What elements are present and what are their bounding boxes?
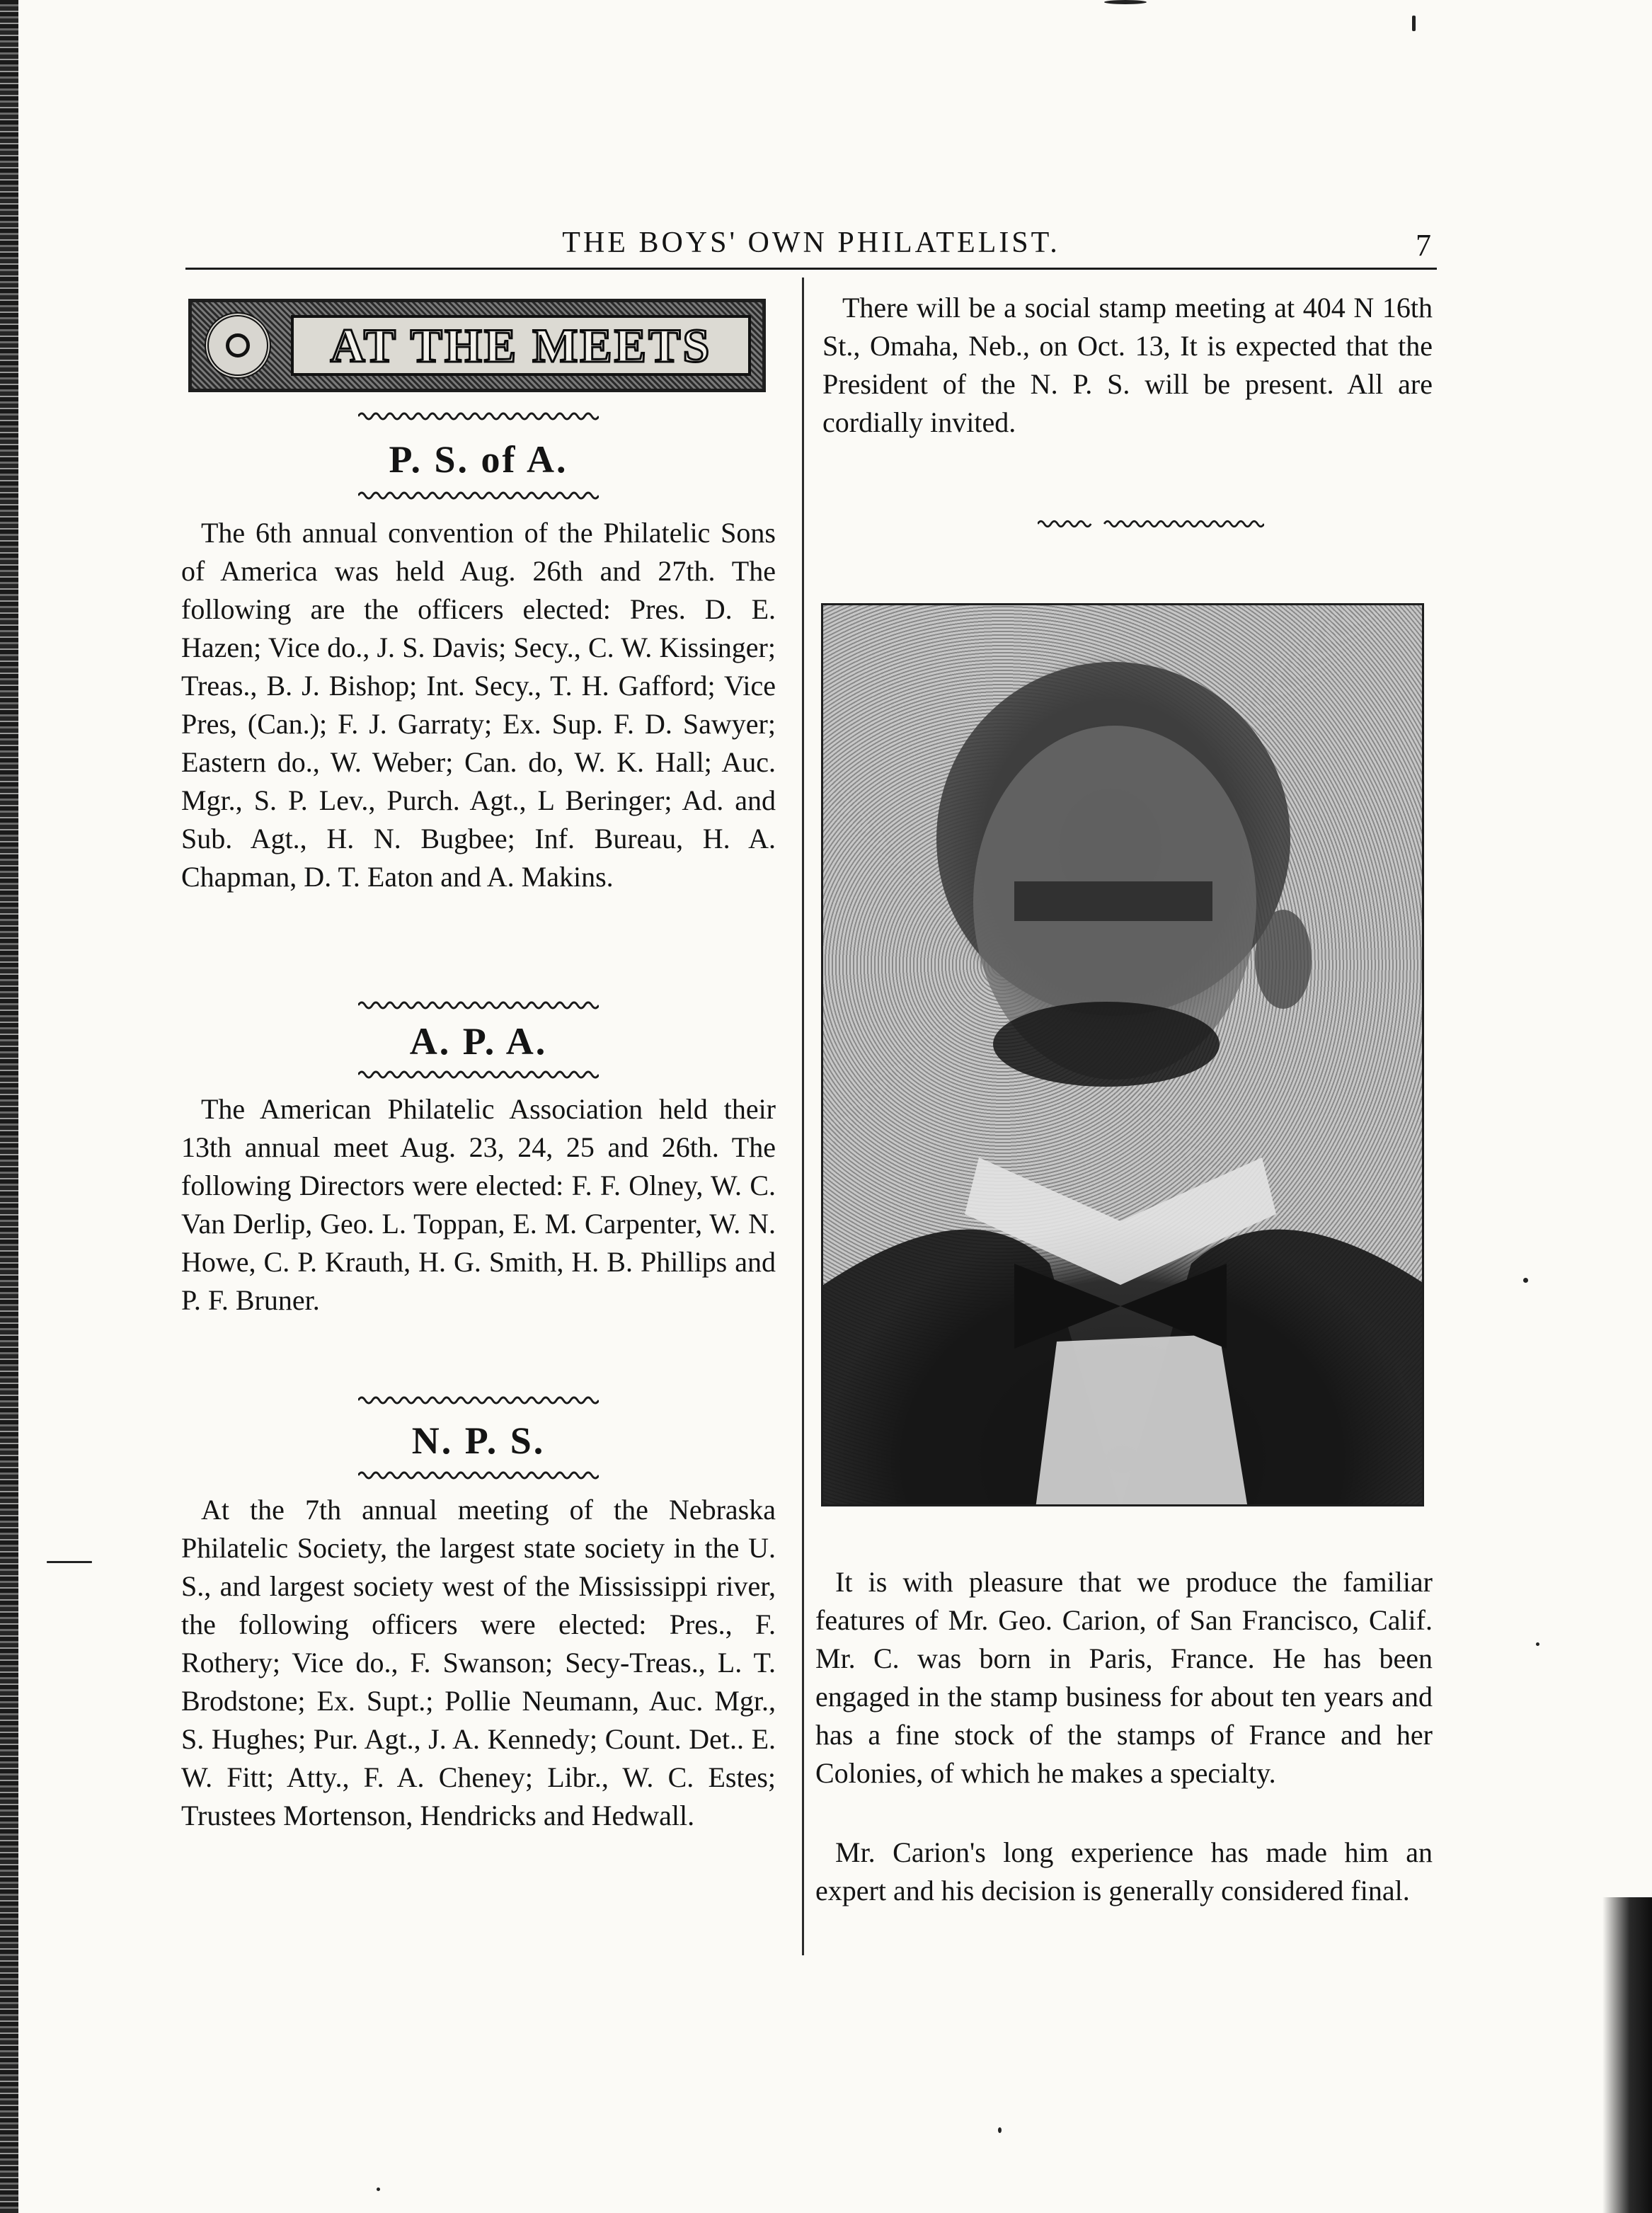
portrait-caption: It is with pleasure that we produce the familiar features of Mr. Geo. Carion, of San Francisco, Calif. Mr. C. was born in Paris, France. He has been engaged in the stamp business for about ten years and has a fine stock of the stamps of France and her Colonies, of which he makes a specialty. bbox=[815, 1566, 1433, 1789]
section-banner bbox=[188, 299, 766, 392]
scan-edge-right bbox=[1602, 1897, 1652, 2213]
scan-speck bbox=[1523, 1278, 1528, 1283]
scan-speck bbox=[1412, 16, 1416, 31]
portrait-photo bbox=[821, 603, 1424, 1506]
portrait-caption-continued: Mr. Carion's long experience has made him an expert and his decision is generally considered final. bbox=[815, 1836, 1433, 1906]
wavy-rule-icon bbox=[358, 490, 599, 501]
scan-speck bbox=[1536, 1642, 1539, 1646]
section-heading: P. S. of A. bbox=[389, 438, 568, 481]
wavy-rule-icon bbox=[1038, 518, 1264, 530]
section-nps bbox=[181, 1395, 776, 1835]
section-body: The American Philatelic Association held their 13th annual meet Aug. 23, 24, 25 and 26th. The following Directors were elected: F. F. Olney, W. C. Van Derlip, Geo. L. Toppan, E. M. Carpenter, W. N. Howe, C. P. Krauth, H. G. Smith, H. B. Phillips and P. F. Bruner. bbox=[181, 1093, 776, 1316]
section-apa bbox=[181, 1000, 776, 1320]
section-body: The 6th annual convention of the Philatelic Sons of America was held Aug. 26th and 27th. The following are the officers elected: Pres. D. E. Hazen; Vice do., J. S. Davis; Secy., C. W. Kissinger; Treas., B. J. Bishop; Int. Secy., T. H. Gafford; Vice Pres, (Can.); F. J. Garraty; Ex. Sup. F. D. Sawyer; Eastern do., W. Weber; Can. do, W. K. Hall; Auc. Mgr., S. P. Lev., Purch. Agt., L Beringer; Ad. and Sub. Agt., H. N. Bugbee; Inf. Bureau, H. A. Chapman, D. T. Eaton and A. Makins. bbox=[181, 517, 776, 893]
wavy-rule-icon bbox=[358, 1395, 599, 1406]
wavy-rule-icon bbox=[358, 1069, 599, 1080]
wavy-rule-icon bbox=[358, 1000, 599, 1011]
section-heading: A. P. A. bbox=[409, 1020, 548, 1063]
running-head bbox=[185, 225, 1437, 270]
scan-edge-left bbox=[0, 0, 18, 2213]
page-number: 7 bbox=[1416, 228, 1431, 263]
scan-speck bbox=[47, 1561, 92, 1563]
section-body: At the 7th annual meeting of the Nebraska Philatelic Society, the largest state society in the U. S., and largest society west of the Mississippi river, the following officers were elected: Pres., F. Rothery; Vice do., F. Swanson; Secy-Treas., L. T. Brodstone; Ex. Supt.; Pollie Neumann, Auc. Mgr., S. Hughes; Pur. Agt., J. A. Kennedy; Count. Det.. E. W. Fitt; Atty., F. A. Cheney; Libr., W. C. Estes; Trustees Mortenson, Hendricks and Hedwall. bbox=[181, 1494, 776, 1831]
scan-speck bbox=[998, 2127, 1002, 2133]
meeting-notice: There will be a social stamp meeting at 404 N 16th St., Omaha, Neb., on Oct. 13, It is expected that the President of the N. P. S. will be present. All are cordially invited. bbox=[822, 292, 1433, 438]
section-psa bbox=[181, 411, 776, 896]
rosette-ornament-icon bbox=[205, 312, 271, 379]
column-divider bbox=[802, 278, 804, 1955]
banner-title: AT THE MEETS bbox=[291, 315, 751, 376]
publication-title: THE BOYS' OWN PHILATELIST. bbox=[562, 227, 1060, 259]
scan-speck bbox=[1104, 0, 1147, 4]
section-heading: N. P. S. bbox=[411, 1419, 546, 1462]
wavy-rule-icon bbox=[358, 411, 599, 422]
portrait-figure bbox=[823, 605, 1424, 1506]
wavy-rule-icon bbox=[358, 1470, 599, 1481]
scan-speck bbox=[377, 2188, 380, 2191]
